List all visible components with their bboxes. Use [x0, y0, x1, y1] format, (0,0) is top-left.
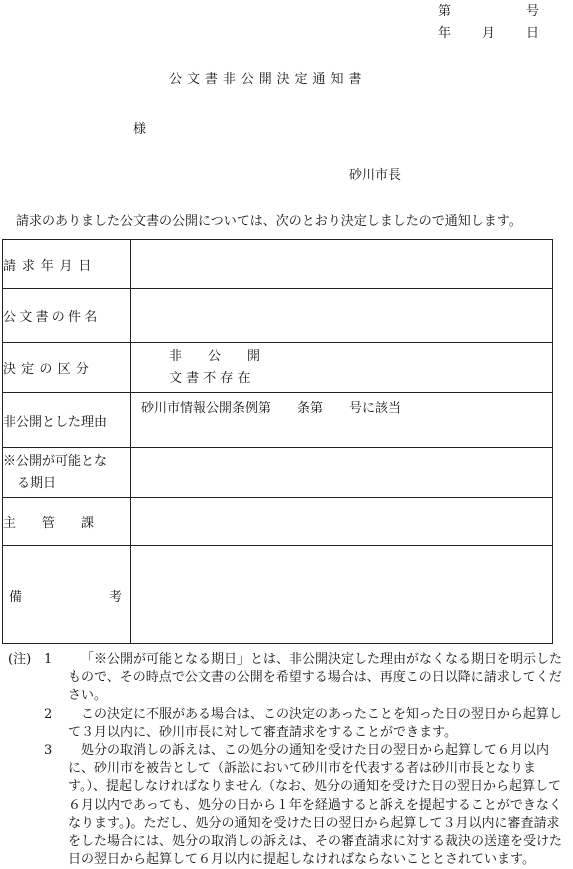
number-dai-label: 第 [438, 4, 452, 19]
decision-options [131, 343, 553, 393]
department-label [3, 498, 131, 546]
possible-date-label-line2: る期日 [17, 475, 57, 491]
request-date-label [3, 240, 131, 289]
date-day-label: 日 [526, 26, 540, 41]
issuer-name: 砂川市長 [349, 168, 402, 183]
note-item-3 [8, 742, 571, 869]
doc-name-value [131, 289, 553, 343]
row-doc-name [3, 289, 553, 343]
notes-heading: (注) [8, 652, 32, 667]
reason-label [3, 393, 131, 448]
remarks-value [131, 546, 553, 644]
note-item-1 [8, 651, 571, 706]
number-go-label: 号 [526, 4, 540, 19]
department-value [131, 498, 553, 546]
date-year-label: 年 [438, 26, 452, 41]
note-number: 1 [44, 652, 53, 667]
possible-date-value [131, 448, 553, 498]
request-date-value [131, 240, 553, 289]
notes-section [8, 651, 571, 869]
reason-label-text: 非公開とした理由 [3, 414, 108, 430]
row-possible-date [3, 448, 553, 498]
notice-form-table [2, 239, 553, 644]
remarks-label-first: 備 [9, 590, 23, 605]
note-text: 「※公開が可能となる期日」とは、非公開決定した理由がなくなる期日を明示したもので、その時点で公文書の公開を希望する場合は、再度この日以降に請求してください。 [68, 652, 563, 704]
doc-name-label-text: 公文書の件名 [3, 310, 101, 325]
row-request-date [3, 240, 553, 289]
note-text: 処分の取消しの訴えは、この処分の通知を受けた日の翌日から起算して６月以内に、砂川市を被告として（訴訟において砂川市を代表する者は砂川市長となります。）、提起しなければなりません（なお、処分の通知を受けた日の翌日から起算して６月以内であっても、処分の日から１年を経過すると訴えを提起することができなくなります。)。ただし、処分の通知を受けた日の翌日から起算して３月以内に審査請求をした場合には、処分の取消しの訴えは、その審査請求に対する裁決の送達を受けた日の翌日から起算して６月以内に提起しなければならないこととされています。 [68, 743, 563, 868]
department-label-text: 主 管 課 [3, 516, 95, 531]
note-item-2 [8, 706, 571, 742]
row-remarks [3, 546, 553, 644]
addressee-suffix: 様 [133, 122, 147, 137]
row-decision [3, 343, 553, 393]
note-indent [8, 706, 44, 742]
possible-date-label-line1: ※公開が可能とな [3, 453, 108, 469]
reason-value: 砂川市情報公開条例第 条第 号に該当 [131, 393, 553, 448]
doc-name-label [3, 289, 131, 343]
note-text: この決定に不服がある場合は、この決定のあったことを知った日の翌日から起算して３月以内に、砂川市長に対して審査請求をすることができます。 [68, 706, 562, 740]
row-department [3, 498, 553, 546]
row-reason [3, 393, 553, 448]
note-number: 3 [44, 743, 53, 759]
remarks-label-second: 考 [108, 590, 122, 605]
date-month-label: 月 [482, 26, 496, 41]
document-title: 公文書非公開決定通知書 [169, 72, 367, 87]
decision-label [3, 343, 131, 393]
request-date-label-text: 請求年月日 [3, 258, 98, 274]
intro-text: 請求のありました公文書の公開については、次のとおり決定しましたので通知します。 [16, 214, 522, 229]
decision-option-nondisclosure: 非 公 開 [169, 348, 261, 364]
note-indent [8, 742, 44, 869]
possible-date-label [3, 448, 131, 498]
decision-label-text: 決定の区分 [3, 362, 95, 377]
decision-option-nonexistent: 文 書 不 存 在 [169, 370, 251, 386]
remarks-label [3, 546, 131, 644]
note-number: 2 [44, 706, 53, 722]
